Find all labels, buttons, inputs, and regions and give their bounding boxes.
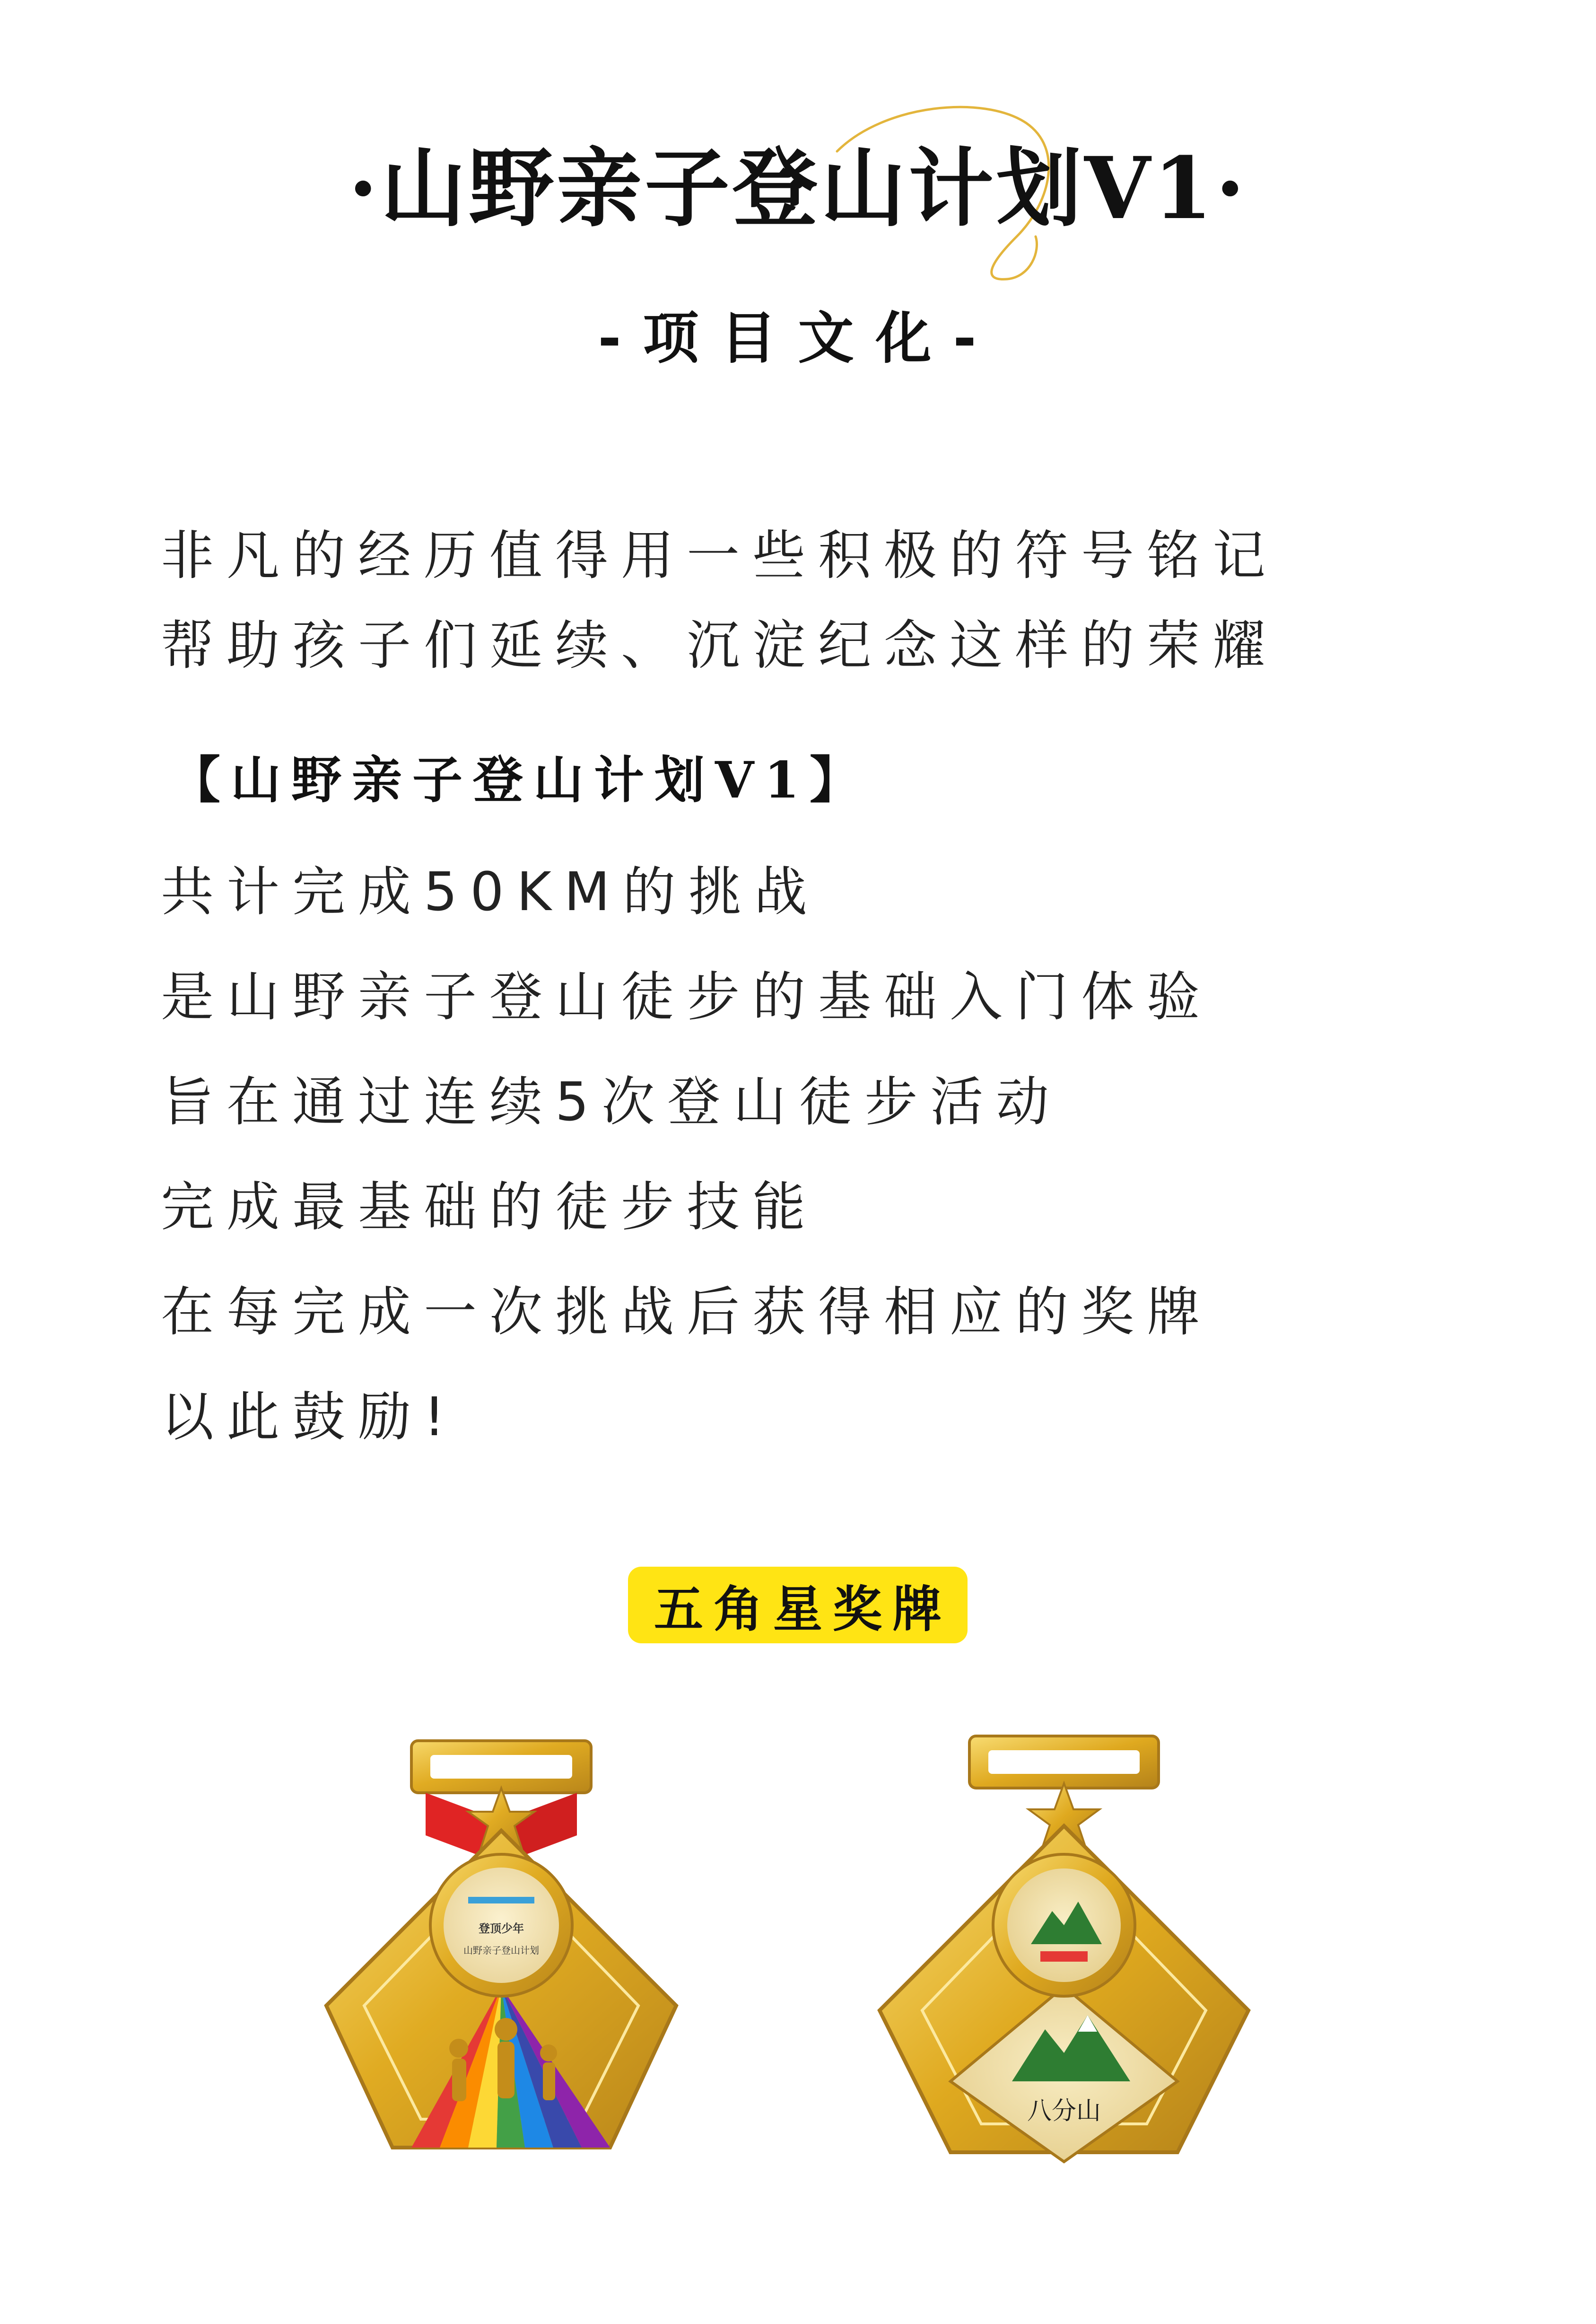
section-heading: 【山野亲子登山计划V1】 xyxy=(170,750,870,809)
rainbow-medal-illustration xyxy=(317,1722,733,2195)
title-block xyxy=(0,95,1596,237)
medal-label-text: 五角星奖牌 xyxy=(654,1580,952,1638)
page-subtitle: -项目文化- xyxy=(598,306,998,371)
body-line: 旨在通过连续5次登山徒步活动 xyxy=(161,1071,1062,1133)
body-line: 以此鼓励! xyxy=(161,1386,458,1448)
right-medal-place: 八分山 xyxy=(1027,2097,1101,2125)
medal-image-right xyxy=(875,1722,1291,2195)
left-medal-line1: 登顶少年 xyxy=(479,1922,524,1935)
left-medal-line2: 山野亲子登山计划 xyxy=(463,1945,539,1956)
section-body xyxy=(161,840,1485,1470)
body-line: 是山野亲子登山徒步的基础入门体验 xyxy=(161,966,1212,1028)
medal-label-badge xyxy=(628,1567,968,1643)
intro-paragraph xyxy=(161,511,1438,691)
body-line: 共计完成50KM的挑战 xyxy=(161,861,820,923)
medal-image-left xyxy=(317,1722,733,2195)
intro-line: 非凡的经历值得用一些积极的符号铭记 xyxy=(161,525,1278,587)
page-title: ·山野亲子登山计划V1· xyxy=(348,139,1248,238)
intro-line: 帮助孩子们延续、沉淀纪念这样的荣耀 xyxy=(161,615,1278,676)
mountain-medal-illustration xyxy=(875,1722,1291,2195)
body-line: 在每完成一次挑战后获得相应的奖牌 xyxy=(161,1281,1212,1343)
body-line: 完成最基础的徒步技能 xyxy=(161,1176,818,1238)
